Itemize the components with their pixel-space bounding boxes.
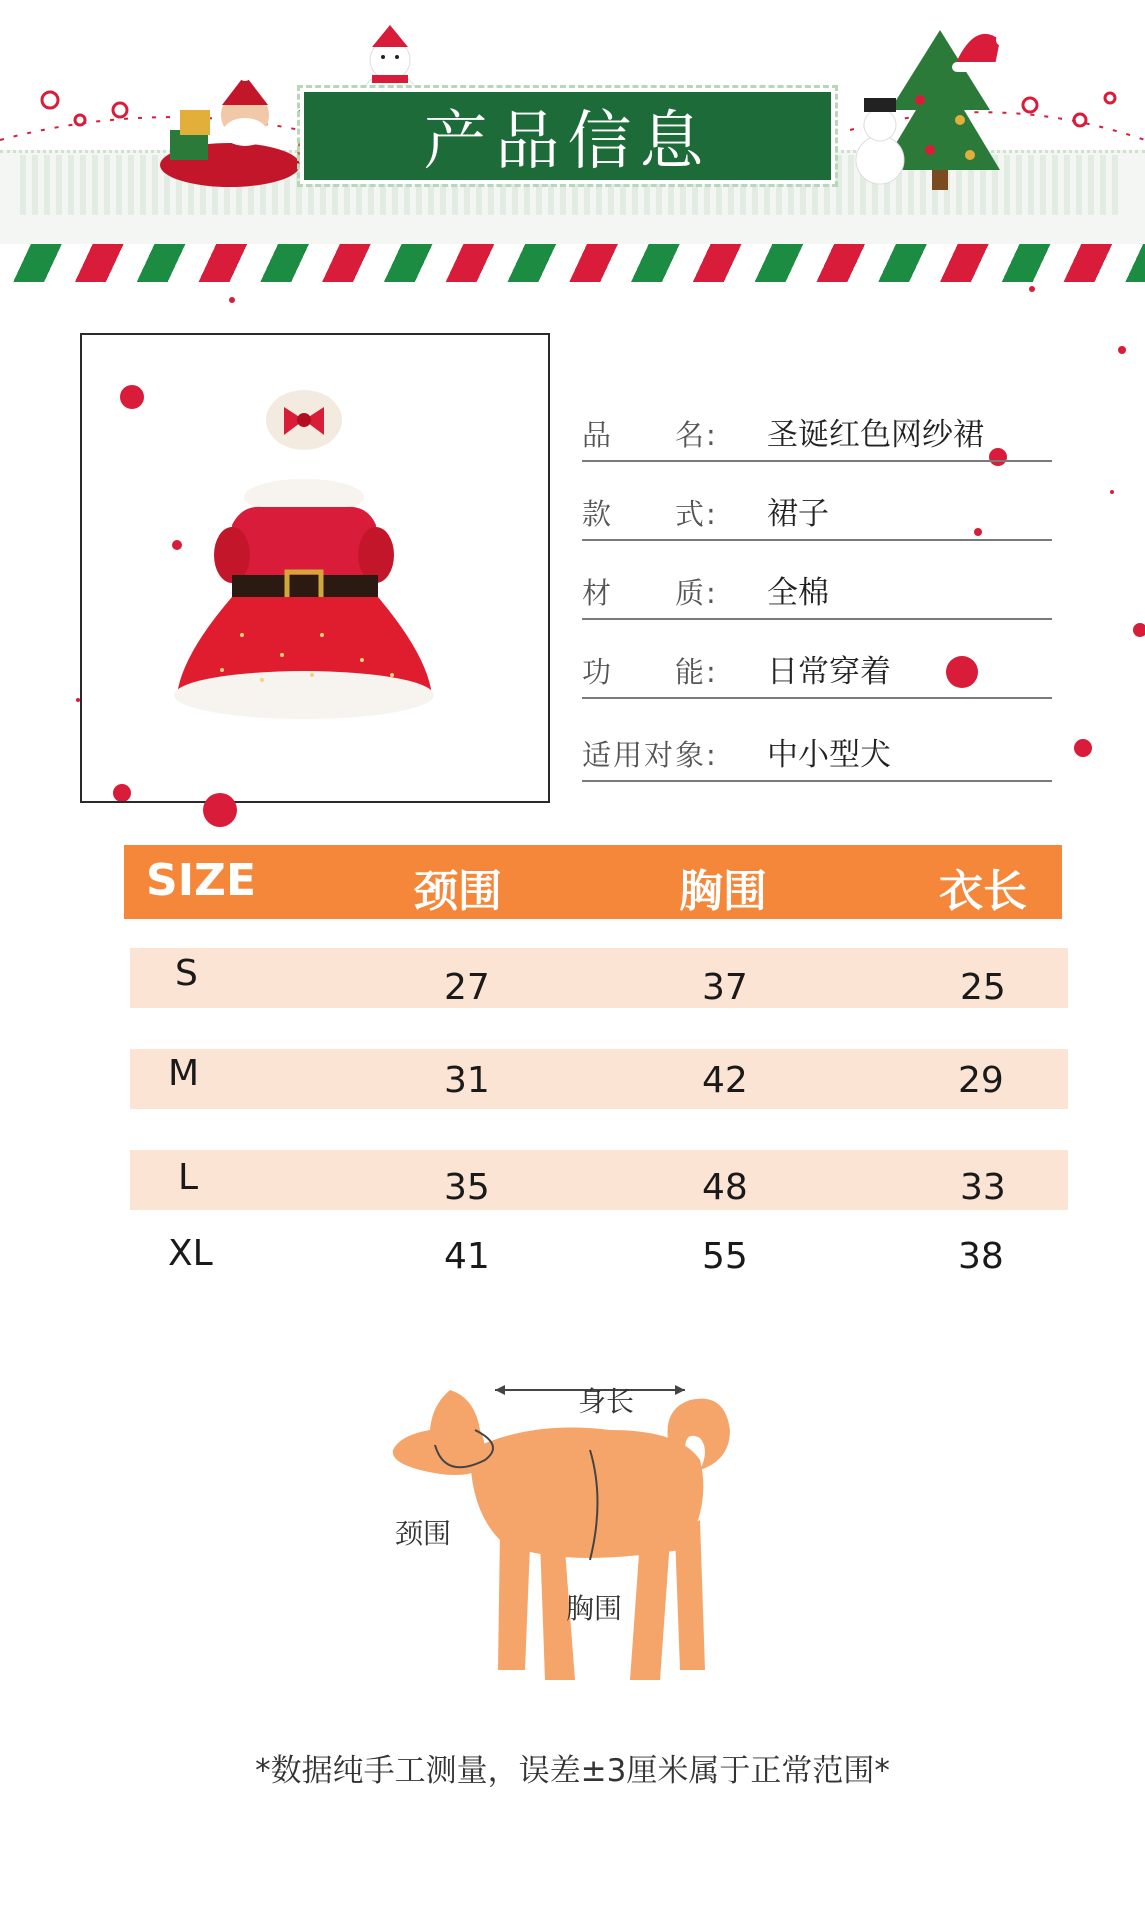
info-row-style (582, 497, 1052, 541)
cell-size: L (178, 1157, 199, 1198)
header-size: SIZE (146, 855, 257, 906)
christmas-banner (0, 0, 1145, 300)
banner-title-box (300, 88, 835, 184)
info-label: 材 质: (582, 576, 718, 610)
info-row-name (582, 418, 1052, 462)
info-label: 功 能: (582, 655, 718, 689)
cell-chest: 55 (702, 1236, 748, 1277)
cell-length: 25 (960, 967, 1006, 1008)
info-row-target (582, 738, 1052, 782)
table-row-band (130, 948, 1068, 1008)
santa-hat-icon (950, 20, 1010, 80)
cell-neck: 27 (444, 967, 490, 1008)
info-value: 圣诞红色网纱裙 (767, 417, 984, 453)
header-length: 衣长 (939, 866, 1027, 917)
cell-neck: 31 (444, 1060, 490, 1101)
product-photo-frame (80, 333, 550, 803)
cell-chest: 42 (702, 1060, 748, 1101)
christmas-dress-image (82, 335, 548, 801)
cell-neck: 35 (444, 1167, 490, 1208)
cell-size: S (175, 953, 198, 994)
header-chest: 胸围 (679, 866, 767, 917)
cell-neck: 41 (444, 1236, 490, 1277)
table-row-band (130, 1150, 1068, 1210)
info-value: 全棉 (767, 575, 829, 611)
table-row-band (130, 1049, 1068, 1109)
decor-dot (203, 793, 237, 827)
info-value: 裙子 (767, 496, 829, 532)
cell-length: 33 (960, 1167, 1006, 1208)
label-chest: 胸围 (566, 1592, 623, 1625)
cell-chest: 48 (702, 1167, 748, 1208)
header-neck: 颈围 (414, 866, 502, 917)
cell-size: M (168, 1053, 200, 1094)
candy-stripe-border (0, 244, 1145, 282)
info-value: 日常穿着 (767, 654, 891, 690)
cell-chest: 37 (702, 967, 748, 1008)
label-neck: 颈围 (395, 1517, 452, 1550)
cell-length: 29 (958, 1060, 1004, 1101)
info-label: 品 名: (582, 418, 718, 452)
info-label: 款 式: (582, 497, 718, 531)
size-table-header (124, 845, 1062, 919)
measurement-note: *数据纯手工测量，误差±3厘米属于正常范围* (255, 1753, 890, 1789)
page-title: 产品信息 (423, 105, 712, 179)
info-row-function (582, 655, 1052, 699)
info-label: 适用对象: (582, 738, 718, 772)
info-row-material (582, 576, 1052, 620)
cell-size: XL (168, 1233, 213, 1274)
info-value: 中小型犬 (767, 737, 891, 773)
label-body-length: 身长 (578, 1385, 635, 1418)
cell-length: 38 (958, 1236, 1004, 1277)
